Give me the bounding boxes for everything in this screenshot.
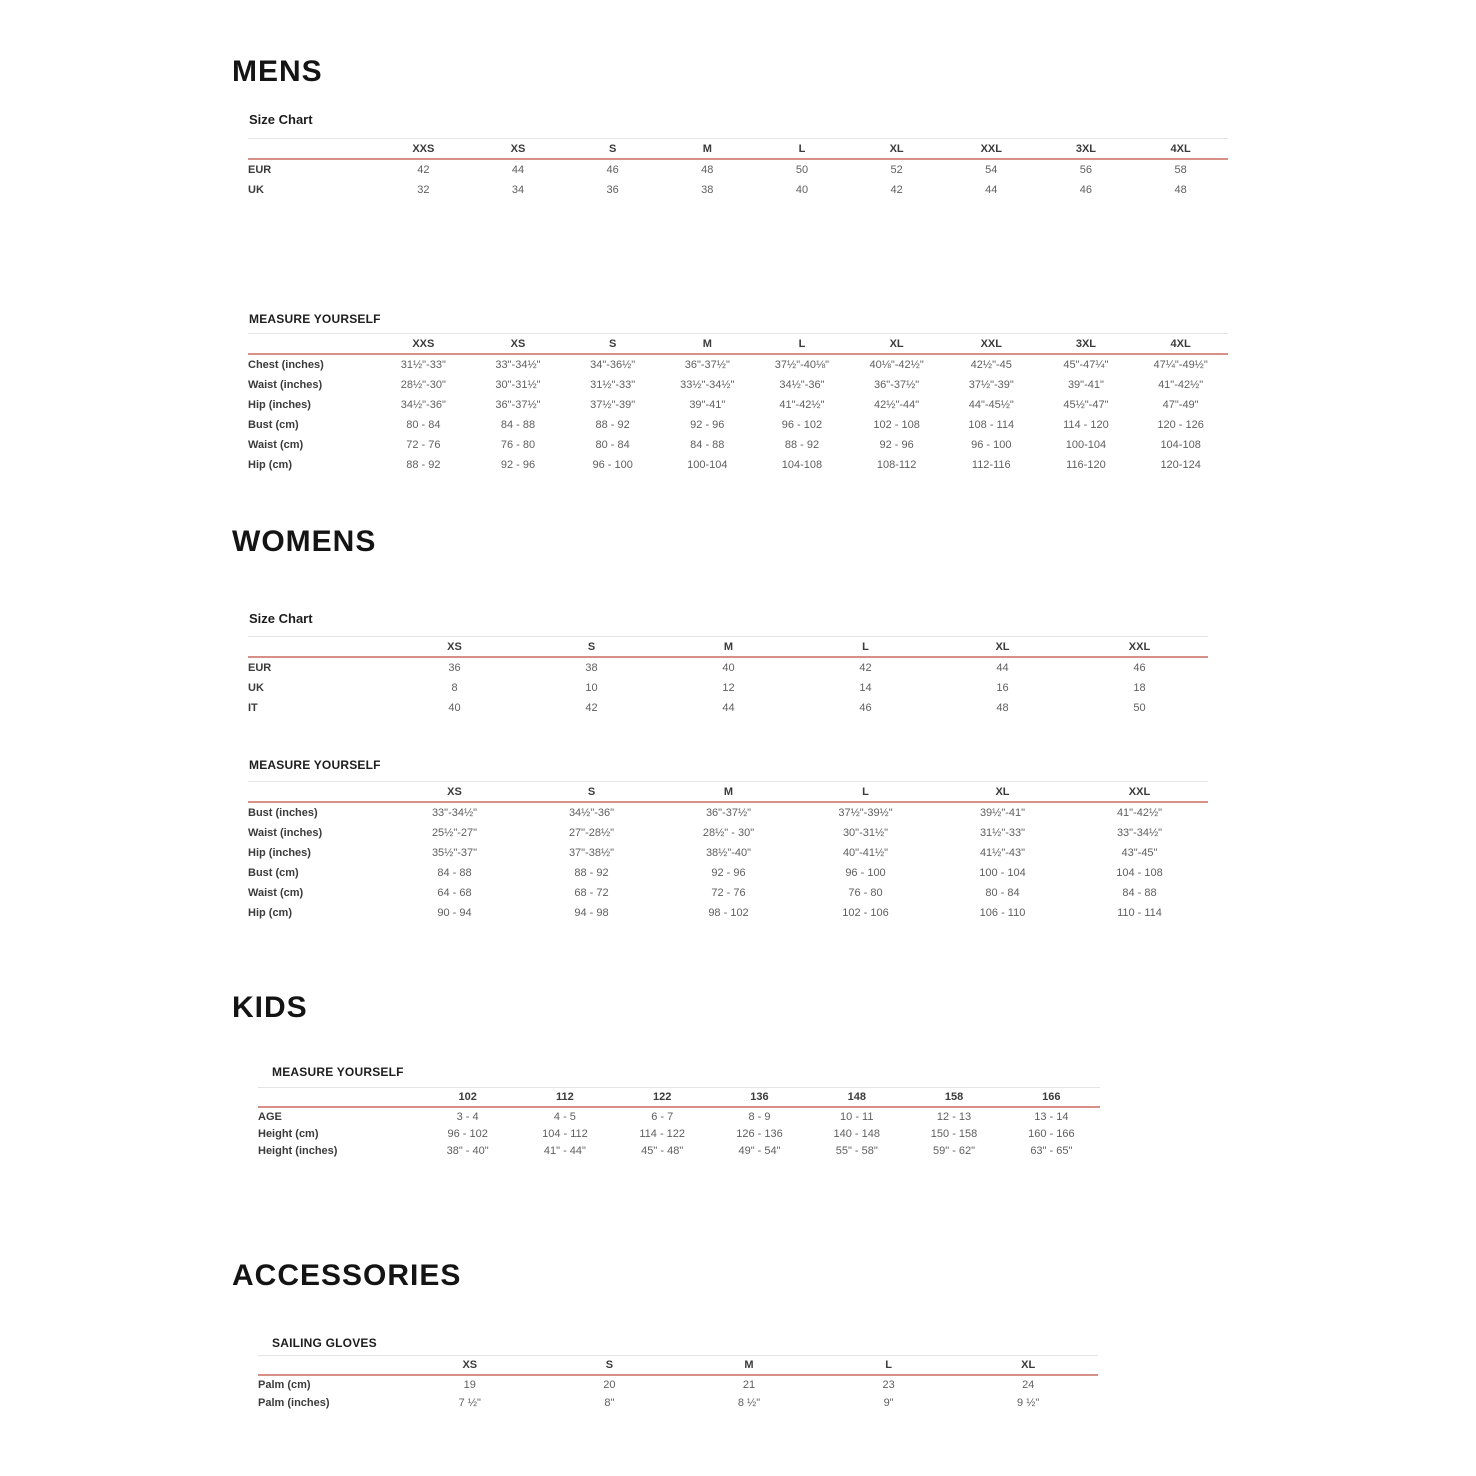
- cell: 8 - 9: [748, 1110, 771, 1123]
- column-header: XS: [471, 334, 566, 355]
- cell: 55" - 58": [835, 1144, 878, 1157]
- cell: 92 - 96: [879, 439, 914, 451]
- cell: 25½"-27": [431, 827, 478, 839]
- cell: 120 - 126: [1157, 419, 1204, 431]
- cell: 33"-34½": [431, 807, 478, 819]
- column-header: XL: [934, 782, 1071, 803]
- column-header: 122: [614, 1088, 711, 1108]
- cell: 37½"-39": [968, 379, 1014, 391]
- cell: 8": [604, 1397, 615, 1409]
- column-header: L: [755, 334, 850, 355]
- row-label: EUR: [248, 164, 272, 176]
- cell: 140 - 148: [833, 1127, 880, 1140]
- cell: 41"-42½": [1158, 379, 1204, 391]
- cell: 6 - 7: [651, 1110, 674, 1123]
- cell: 35½"-37": [431, 847, 478, 859]
- table-row: [258, 1375, 1098, 1394]
- cell: 40: [448, 702, 461, 714]
- cell: 45" - 48": [641, 1144, 684, 1157]
- column-header: 102: [419, 1088, 516, 1108]
- cell: 24: [1022, 1379, 1035, 1391]
- cell: 104 - 108: [1116, 867, 1163, 879]
- column-header: L: [797, 637, 934, 658]
- cell: 100-104: [1065, 439, 1107, 451]
- cell: 42: [417, 164, 430, 176]
- cell: 19: [463, 1379, 476, 1391]
- cell: 100 - 104: [979, 867, 1026, 879]
- header-row: [248, 334, 1228, 355]
- column-header: 166: [1003, 1088, 1100, 1108]
- column-header: XXS: [376, 139, 471, 160]
- mens-size-chart-title: Size Chart: [249, 112, 313, 127]
- cell: 38: [585, 662, 598, 674]
- table-row: [258, 1142, 1100, 1159]
- cell: 44"-45½": [968, 399, 1014, 411]
- cell: 10 - 11: [840, 1110, 874, 1123]
- cell: 9 ½": [1017, 1397, 1040, 1409]
- cell: 3 - 4: [456, 1110, 479, 1123]
- cell: 20: [603, 1379, 616, 1391]
- table-row: [248, 823, 1208, 843]
- cell: 92 - 96: [690, 419, 725, 431]
- row-label: Height (inches): [258, 1144, 338, 1157]
- column-header: XL: [934, 637, 1071, 658]
- row-label: UK: [248, 184, 264, 196]
- cell: 33½"-34½": [680, 379, 735, 391]
- cell: 28½"-30": [400, 379, 446, 391]
- cell: 30"-31½": [495, 379, 541, 391]
- column-header: 158: [905, 1088, 1002, 1108]
- cell: 150 - 158: [930, 1127, 978, 1140]
- header-row: [248, 139, 1228, 160]
- cell: 84 - 88: [1122, 887, 1157, 899]
- cell: 104-108: [781, 459, 823, 471]
- column-header: S: [565, 334, 660, 355]
- cell: 44: [996, 662, 1009, 674]
- cell: 41"-42½": [1116, 807, 1163, 819]
- column-header: M: [660, 782, 797, 803]
- cell: 116-120: [1066, 459, 1106, 471]
- cell: 56: [1079, 164, 1093, 176]
- cell: 80 - 84: [985, 887, 1020, 899]
- cell: 92 - 96: [500, 459, 536, 471]
- cell: 108-112: [876, 459, 917, 471]
- cell: 50: [1133, 702, 1146, 714]
- cell: 31½"-33": [590, 379, 636, 391]
- column-header: M: [660, 637, 797, 658]
- cell: 104-108: [1160, 439, 1201, 451]
- cell: 21: [742, 1379, 756, 1391]
- cell: 44: [511, 164, 525, 176]
- cell: 42: [585, 702, 598, 714]
- cell: 10: [585, 682, 598, 694]
- row-label: Waist (cm): [248, 887, 304, 899]
- table-row: [258, 1394, 1098, 1412]
- cell: 33"-34½": [495, 359, 541, 371]
- cell: 7 ½": [458, 1397, 481, 1409]
- table-row: [248, 863, 1208, 883]
- cell: 46: [606, 164, 619, 176]
- cell: 8: [451, 682, 458, 694]
- cell: 120-124: [1160, 459, 1201, 471]
- column-header: 4XL: [1133, 334, 1228, 355]
- row-label: Bust (cm): [248, 867, 299, 879]
- cell: 46: [859, 702, 872, 714]
- column-header: M: [660, 334, 755, 355]
- column-header: 112: [516, 1088, 613, 1108]
- cell: 40"-41½": [842, 847, 889, 859]
- column-header: XS: [386, 637, 523, 658]
- cell: 36"-37½": [495, 399, 541, 411]
- cell: 102 - 106: [842, 907, 889, 919]
- row-label: Palm (inches): [258, 1397, 330, 1409]
- cell: 41½"-43": [979, 847, 1026, 859]
- cell: 18: [1133, 682, 1146, 694]
- row-label: Height (cm): [258, 1127, 319, 1140]
- cell: 114 - 120: [1063, 419, 1109, 431]
- cell: 43"-45": [1121, 847, 1158, 859]
- header-spacer: [258, 1356, 400, 1376]
- cell: 84 - 88: [500, 419, 536, 431]
- womens-measure-table: [248, 781, 1208, 923]
- cell: 42½"-44": [874, 399, 920, 411]
- column-header: XL: [849, 139, 944, 160]
- row-label: Hip (cm): [248, 907, 292, 919]
- cell: 96 - 102: [447, 1127, 488, 1140]
- cell: 45½"-47": [1063, 399, 1109, 411]
- column-header: XS: [386, 782, 523, 803]
- cell: 30"-31½": [842, 827, 889, 839]
- cell: 63" - 65": [1030, 1144, 1073, 1157]
- cell: 54: [985, 164, 998, 176]
- column-header: XXL: [944, 334, 1039, 355]
- cell: 108 - 114: [968, 419, 1015, 431]
- column-header: S: [523, 782, 660, 803]
- table-row: [248, 843, 1208, 863]
- womens-section-heading: WOMENS: [232, 525, 377, 558]
- row-label: Hip (inches): [248, 399, 311, 411]
- cell: 28½" - 30": [702, 827, 755, 839]
- cell: 36"-37½": [684, 359, 730, 371]
- cell: 37"-38½": [568, 847, 615, 859]
- cell: 52: [890, 164, 903, 176]
- cell: 34½"-36": [779, 379, 825, 391]
- cell: 34: [511, 184, 525, 196]
- row-label: AGE: [258, 1110, 282, 1123]
- row-label: Chest (inches): [248, 359, 324, 371]
- column-header: XL: [849, 334, 944, 355]
- row-label: Waist (cm): [248, 439, 304, 451]
- column-header: M: [679, 1356, 819, 1376]
- row-label: Bust (inches): [248, 807, 318, 819]
- cell: 23: [882, 1379, 895, 1391]
- row-label: Waist (inches): [248, 827, 323, 839]
- cell: 13 - 14: [1034, 1110, 1069, 1123]
- row-label: Bust (cm): [248, 419, 299, 431]
- cell: 80 - 84: [406, 419, 441, 431]
- table-row: [248, 180, 1228, 200]
- table-row: [248, 698, 1208, 718]
- cell: 34½"-36": [568, 807, 615, 819]
- cell: 72 - 76: [711, 887, 746, 899]
- cell: 94 - 98: [574, 907, 609, 919]
- column-header: XXL: [1071, 637, 1208, 658]
- cell: 34"-36½": [590, 359, 636, 371]
- column-header: 4XL: [1133, 139, 1228, 160]
- header-row: [258, 1356, 1098, 1376]
- cell: 110 - 114: [1117, 907, 1162, 919]
- row-label: UK: [248, 682, 264, 694]
- cell: 48: [1174, 184, 1187, 196]
- cell: 98 - 102: [708, 907, 749, 919]
- column-header: XS: [471, 139, 566, 160]
- cell: 96 - 100: [592, 459, 633, 471]
- cell: 72 - 76: [406, 439, 441, 451]
- column-header: 3XL: [1039, 139, 1134, 160]
- kids-section-heading: KIDS: [232, 991, 308, 1024]
- cell: 102 - 108: [873, 419, 920, 431]
- header-row: [248, 637, 1208, 658]
- header-spacer: [248, 637, 386, 658]
- table-row: [248, 159, 1228, 180]
- sailing-gloves-title: SAILING GLOVES: [272, 1336, 377, 1350]
- column-header: XL: [958, 1356, 1098, 1376]
- womens-size-chart-table: [248, 636, 1208, 718]
- cell: 96 - 102: [781, 419, 823, 431]
- table-row: [248, 678, 1208, 698]
- column-header: XXS: [376, 334, 471, 355]
- womens-measure-title: MEASURE YOURSELF: [249, 758, 381, 772]
- cell: 160 - 166: [1028, 1127, 1075, 1140]
- cell: 33"-34½": [1116, 827, 1163, 839]
- cell: 42: [890, 184, 903, 196]
- cell: 49" - 54": [738, 1144, 781, 1157]
- cell: 14: [859, 682, 872, 694]
- sailing-gloves-table: [258, 1355, 1098, 1412]
- cell: 88 - 92: [574, 867, 609, 879]
- cell: 58: [1174, 164, 1187, 176]
- cell: 100-104: [687, 459, 728, 471]
- table-row: [248, 354, 1228, 375]
- column-header: XS: [400, 1356, 540, 1376]
- header-row: [258, 1088, 1100, 1108]
- mens-section-heading: MENS: [232, 55, 323, 88]
- womens-size-chart-title: Size Chart: [249, 611, 313, 626]
- column-header: L: [755, 139, 850, 160]
- column-header: 148: [808, 1088, 905, 1108]
- cell: 46: [1133, 662, 1146, 674]
- cell: 114 - 122: [639, 1127, 686, 1140]
- row-label: Waist (inches): [248, 379, 323, 391]
- cell: 46: [1079, 184, 1093, 196]
- header-spacer: [248, 139, 376, 160]
- cell: 12 - 13: [936, 1110, 972, 1123]
- cell: 12: [722, 682, 735, 694]
- cell: 76 - 80: [848, 887, 883, 899]
- table-row: [248, 435, 1228, 455]
- cell: 84 - 88: [437, 867, 472, 879]
- kids-measure-title: MEASURE YOURSELF: [272, 1065, 404, 1079]
- cell: 16: [996, 682, 1009, 694]
- table-row: [248, 415, 1228, 435]
- table-row: [248, 395, 1228, 415]
- table-row: [248, 455, 1228, 475]
- column-header: 3XL: [1039, 334, 1134, 355]
- row-label: IT: [248, 702, 258, 714]
- cell: 112-116: [971, 459, 1011, 471]
- cell: 37½"-40⅛": [774, 359, 830, 371]
- cell: 68 - 72: [574, 887, 609, 899]
- cell: 64 - 68: [437, 887, 472, 899]
- row-label: Hip (inches): [248, 847, 311, 859]
- cell: 34½"-36": [400, 399, 446, 411]
- cell: 88 - 92: [406, 459, 441, 471]
- column-header: S: [523, 637, 660, 658]
- row-label: Hip (cm): [248, 459, 292, 471]
- cell: 38½"-40": [705, 847, 752, 859]
- cell: 84 - 88: [690, 439, 725, 451]
- cell: 76 - 80: [500, 439, 536, 451]
- cell: 36: [448, 662, 461, 674]
- cell: 41"-42½": [779, 399, 825, 411]
- cell: 9": [883, 1397, 894, 1409]
- column-header: M: [660, 139, 755, 160]
- column-header: S: [540, 1356, 680, 1376]
- table-row: [248, 375, 1228, 395]
- cell: 126 - 136: [736, 1127, 783, 1140]
- header-spacer: [248, 782, 386, 803]
- cell: 40: [795, 184, 809, 196]
- cell: 90 - 94: [437, 907, 472, 919]
- cell: 44: [985, 184, 998, 196]
- cell: 39"-41": [1067, 379, 1104, 391]
- header-spacer: [248, 334, 376, 355]
- cell: 4 - 5: [553, 1110, 576, 1123]
- cell: 38" - 40": [446, 1144, 489, 1157]
- column-header: XXL: [944, 139, 1039, 160]
- table-row: [248, 657, 1208, 678]
- cell: 39"-41": [689, 399, 726, 411]
- cell: 96 - 100: [845, 867, 886, 879]
- cell: 40⅛"-42½": [869, 359, 924, 371]
- table-row: [248, 883, 1208, 903]
- cell: 32: [417, 184, 430, 196]
- kids-measure-table: [258, 1087, 1100, 1159]
- cell: 104 - 112: [542, 1127, 588, 1140]
- table-row: [258, 1107, 1100, 1125]
- cell: 37½"-39½": [838, 807, 893, 819]
- cell: 31½"-33": [979, 827, 1026, 839]
- cell: 48: [701, 164, 714, 176]
- cell: 8 ½": [737, 1397, 761, 1409]
- cell: 38: [701, 184, 714, 196]
- table-row: [258, 1125, 1100, 1142]
- cell: 88 - 92: [784, 439, 820, 451]
- cell: 80 - 84: [595, 439, 630, 451]
- cell: 40: [722, 662, 735, 674]
- cell: 45"-47¼": [1063, 359, 1109, 371]
- cell: 37½"-39": [590, 399, 636, 411]
- cell: 31½"-33": [400, 359, 446, 371]
- column-header: XXL: [1071, 782, 1208, 803]
- cell: 42: [859, 662, 872, 674]
- table-row: [248, 903, 1208, 923]
- cell: 41" - 44": [543, 1144, 586, 1157]
- cell: 44: [722, 702, 735, 714]
- row-label: Palm (cm): [258, 1379, 311, 1391]
- cell: 47¼"-49½": [1153, 359, 1208, 371]
- cell: 42½"-45: [970, 359, 1012, 371]
- mens-measure-title: MEASURE YOURSELF: [249, 312, 381, 326]
- cell: 106 - 110: [979, 907, 1026, 919]
- cell: 50: [795, 164, 809, 176]
- table-row: [248, 802, 1208, 823]
- column-header: L: [819, 1356, 959, 1376]
- accessories-section-heading: ACCESSORIES: [232, 1259, 462, 1292]
- mens-measure-table: [248, 333, 1228, 475]
- cell: 27"-28½": [568, 827, 615, 839]
- cell: 47"-49": [1162, 399, 1199, 411]
- cell: 96 - 100: [971, 439, 1012, 451]
- row-label: EUR: [248, 662, 272, 674]
- cell: 59" - 62": [933, 1144, 976, 1157]
- column-header: S: [565, 139, 660, 160]
- cell: 39½"-41": [979, 807, 1026, 819]
- cell: 92 - 96: [711, 867, 746, 879]
- cell: 88 - 92: [595, 419, 630, 431]
- mens-size-chart-table: [248, 138, 1228, 200]
- cell: 36: [606, 184, 619, 196]
- header-row: [248, 782, 1208, 803]
- cell: 48: [996, 702, 1009, 714]
- cell: 36"-37½": [874, 379, 920, 391]
- cell: 36"-37½": [705, 807, 752, 819]
- column-header: L: [797, 782, 934, 803]
- column-header: 136: [711, 1088, 808, 1108]
- header-spacer: [258, 1088, 419, 1108]
